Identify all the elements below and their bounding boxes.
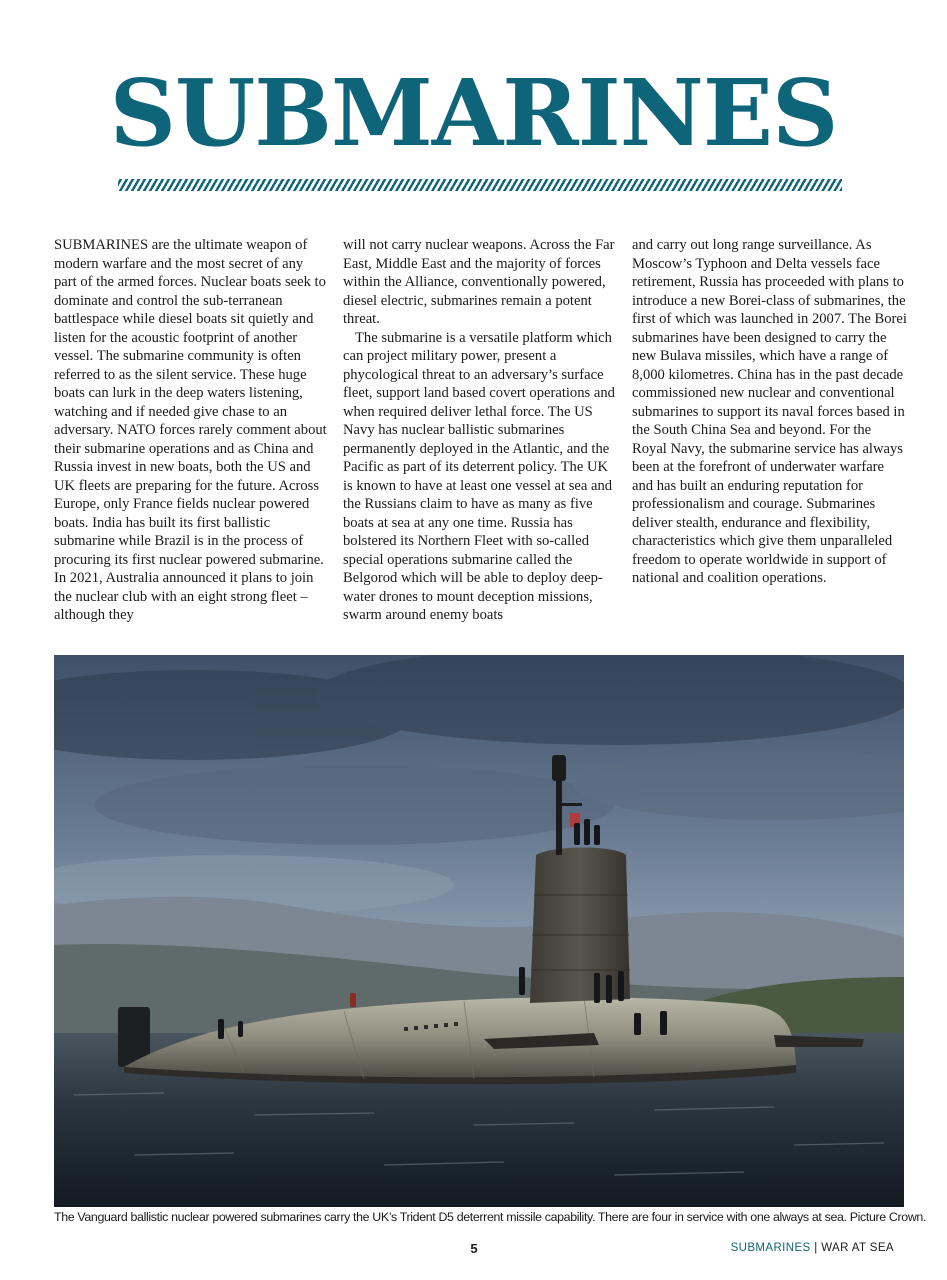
mast-yard (562, 803, 582, 806)
title-hatched-rule (118, 179, 842, 191)
submarine-illustration (54, 655, 904, 1207)
paragraph: The submarine is a versatile platform which can project military power, present a phycological threat to an adversary’s surface fleet, support land based covert operations and when required deliver lethal force. The US Navy has nuclear ballistic submarines permanently deployed in the Atlantic, and the Pacific as part of its deterrent policy. The UK is known to have at least one vessel at sea and the Russians claim to have as many as five boats at sea at any one time. Russia has bolstered its Northern Fleet with so-called special operations submarine called the Belgorod which will be able to deploy deep-water drones to mount deception missions, swarm around enemy boats (343, 329, 615, 623)
footer-separator: | (810, 1242, 822, 1254)
footer-section: SUBMARINES (730, 1242, 811, 1254)
page-number: 5 (470, 1241, 478, 1256)
running-footer (731, 1242, 894, 1254)
footer-publication: WAR AT SEA (821, 1242, 894, 1254)
text-column-2 (343, 236, 618, 625)
paragraph: and carry out long range surveillance. As Moscow’s Typhoon and Delta vessels face retirement, Russia has proceeded with plans to introduce a new Borei-class of submarines, the first of which was launched in 2007. The Borei submarines have been designed to carry the new Bulava missiles, which have a range of 8,000 kilometres. China has in the past decade commissioned new nuclear and conventional submarines to support its naval forces based in the South China Sea and beyond. For the Royal Navy, the submarine service has always been at the forefront of underwater warfare and has built an enduring reputation for professionalism and courage. Submarines deliver stealth, endurance and flexibility, characteristics which give them unparalleled freedom to operate worldwide in support of national and coalition operations. (632, 237, 907, 586)
text-column-1 (54, 236, 329, 625)
article-title: SUBMARINES (109, 59, 838, 167)
mast-head (552, 755, 566, 781)
paragraph: will not carry nuclear weapons. Across the Far East, Middle East and the majority of forces within the Alliance, conventionally powered, diesel electric, submarines remain a potent threat. (343, 237, 615, 327)
submarine-photo (54, 655, 904, 1207)
submarine-sail (530, 848, 630, 1004)
photo-caption: The Vanguard ballistic nuclear powered submarines carry the UK’s Trident D5 deterrent missile capability. There are four in service with one always at sea. Picture Crown. (54, 1210, 927, 1224)
paragraph: SUBMARINES are the ultimate weapon of modern warfare and the most secret of any part of the armed forces. Nuclear boats seek to dominate and control the sub-terranean battlespace while diesel boats sit quietly and listen for the acoustic footprint of another vessel. The submarine community is often referred to as the silent service. These huge boats can lurk in the deep waters listening, watching and if needed give chase to an adversary. NATO forces rarely comment about their submarine operations and as China and Russia invest in new boats, both the US and UK fleets are preparing for the future. Across Europe, only France fields nuclear powered boats. India has built its first ballistic submarine while Brazil is in the process of procuring its first nuclear powered submarine. In 2021, Australia announced it plans to join the nuclear club with an eight strong fleet – although they (54, 237, 327, 623)
text-column-3 (632, 236, 907, 588)
